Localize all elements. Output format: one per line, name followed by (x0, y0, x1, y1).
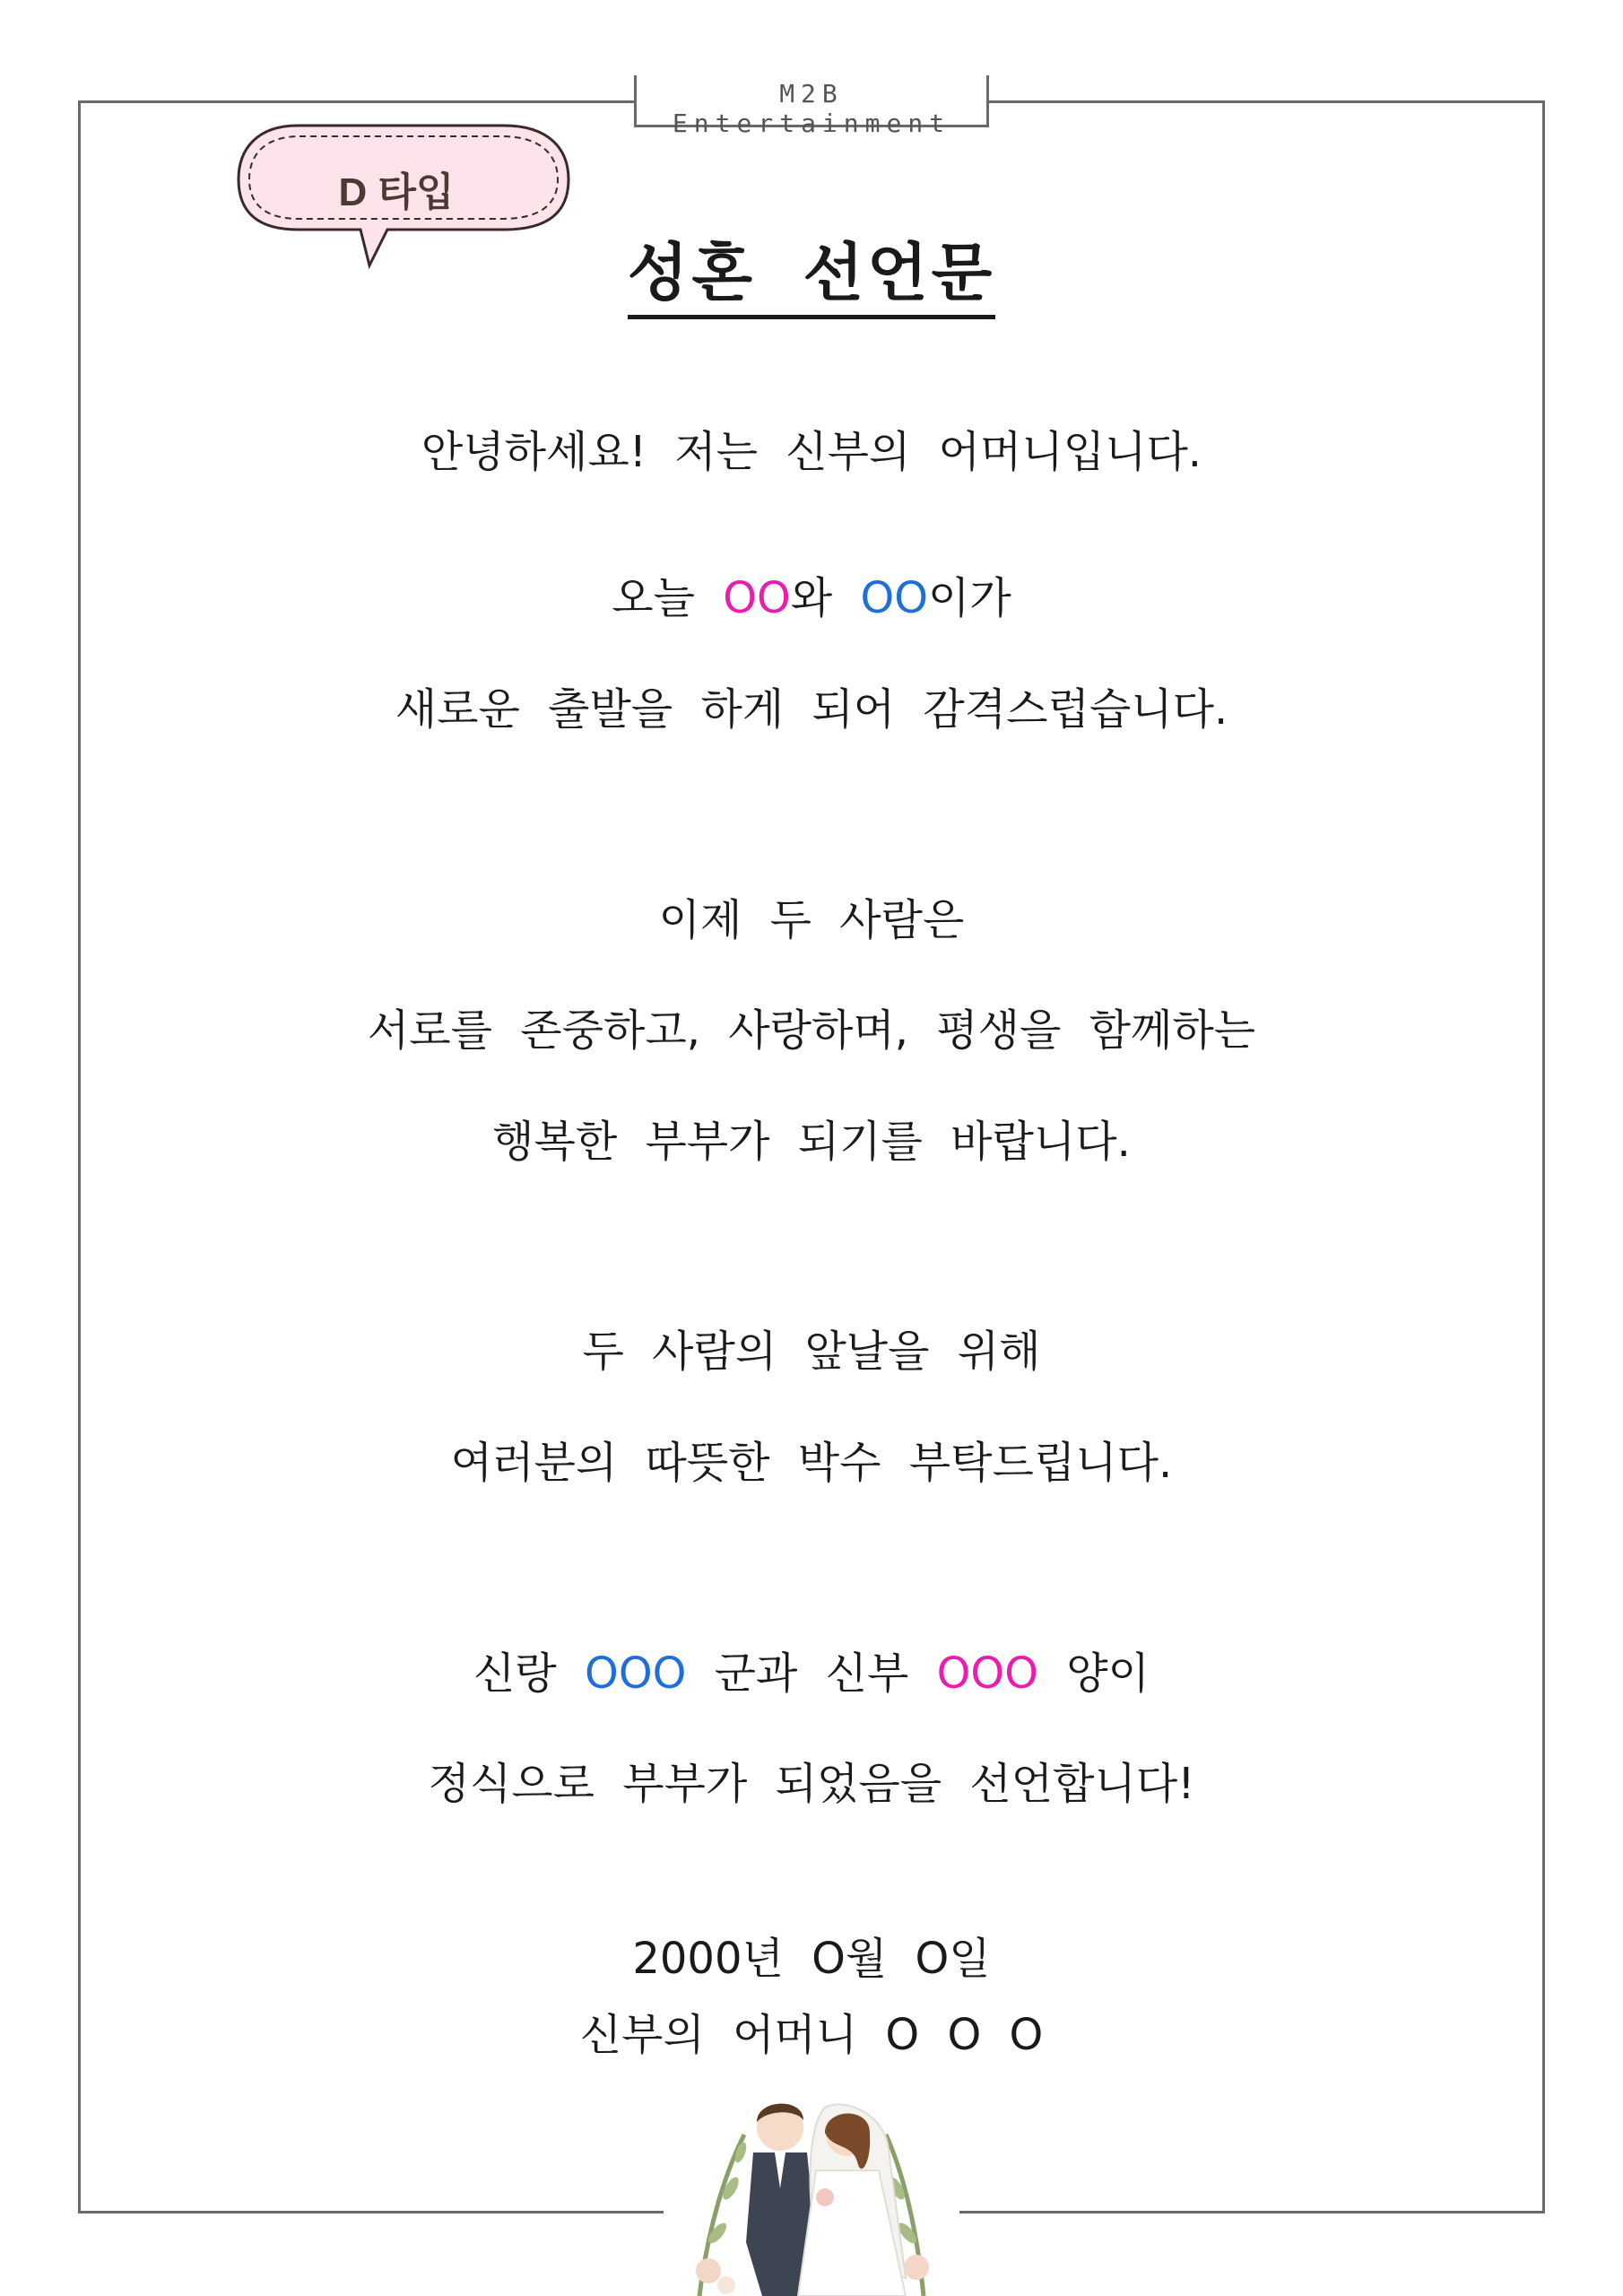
bride-and-groom-couple-illustration (681, 2063, 942, 2296)
line-declaration: 정식으로 부부가 되었음을 선언합니다! (428, 1759, 1195, 1809)
line-couple-intro: 오늘 OO와 OO이가 (612, 573, 1011, 623)
brand-label: M2B Entertainment (672, 79, 951, 138)
line-greeting: 안녕하세요! 저는 신부의 어머니입니다. (421, 427, 1202, 477)
line-new-start: 새로운 출발을 하게 되어 감격스럽습니다. (395, 684, 1228, 735)
line-wish: 행복한 부부가 되기를 바랍니다. (492, 1117, 1131, 1167)
line-groom-bride: 신랑 OOO 군과 신부 OOO 양이 (473, 1648, 1150, 1699)
line-applause: 여러분의 따뜻한 박수 부탁드립니다. (450, 1438, 1173, 1488)
document-title: 성혼 선언문 (0, 222, 1623, 313)
line-two-people: 이제 두 사람은 (658, 895, 965, 945)
signature: 신부의 어머니 O O O (579, 2010, 1044, 2060)
line-respect: 서로를 존중하고, 사랑하며, 평생을 함께하는 (367, 1005, 1256, 1056)
date: 2000년 O월 O일 (632, 1934, 991, 1984)
badge-label: D 타입 (338, 170, 455, 214)
line-future: 두 사람의 앞날을 위해 (582, 1326, 1041, 1377)
